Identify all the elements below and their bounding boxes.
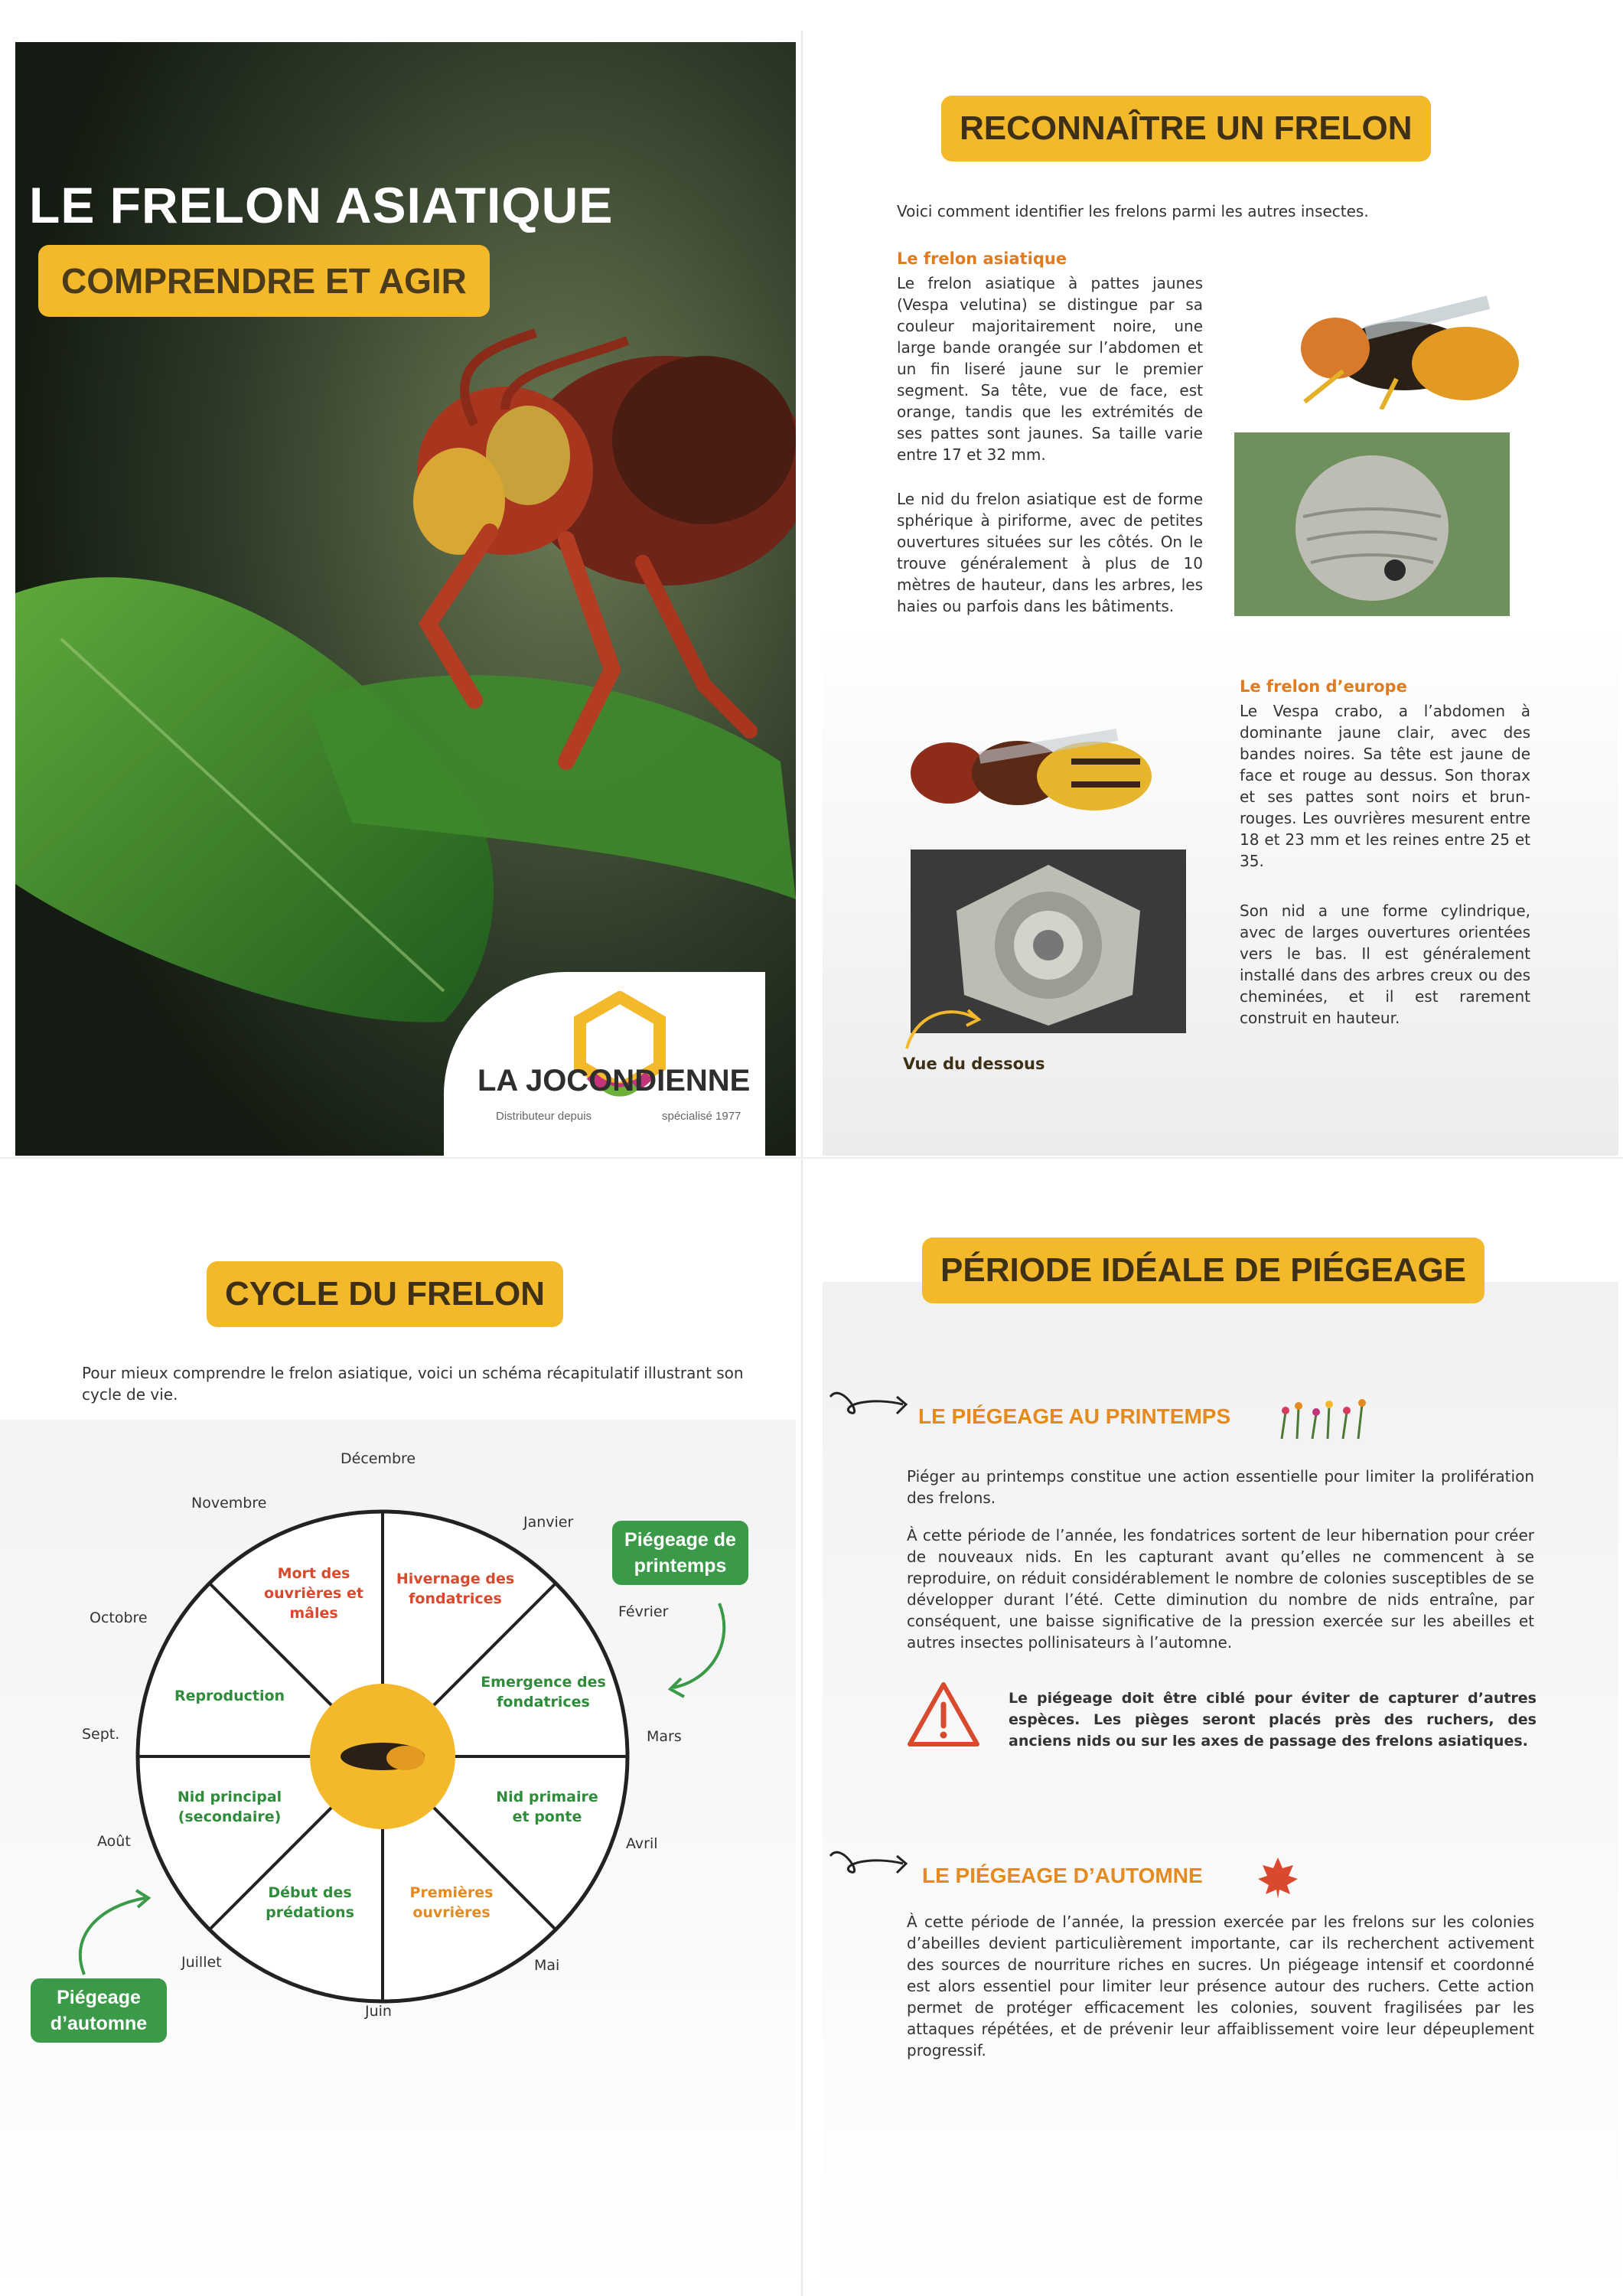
asian-nest-photo [1234, 432, 1510, 616]
month-label: Juin [365, 2003, 392, 2020]
recognize-intro: Voici comment identifier les frelons parmi les autres insectes. [897, 202, 1369, 220]
segment-label: Début des prédations [266, 1884, 354, 1921]
asian-hornet-photo [1228, 295, 1534, 409]
month-label: Sept. [82, 1726, 120, 1743]
cycle-wheel [130, 1504, 635, 2009]
month-label: Février [618, 1603, 669, 1620]
month-label: Mai [534, 1957, 560, 1974]
spring-paragraph-2: À cette période de l’année, les fondatrices sortent de leur hibernation pour créer de nouveaux nids. En les capturant avant qu’elles ne commencent à se reproduire, on réduit considérablement le nombre de colonies susceptibles de se développer durant l’été. Cette diminution du nombre de nids entraîne, par conséquent, une baisse significative de la pression exercée sur les abeilles et autres insectes pollinisateurs à l’automne. [907, 1526, 1534, 1652]
warning-text: Le piégeage doit être ciblé pour éviter de capturer d’autres espèces. Les pièges seront placés près des ruchers, des anciens nids ou sur les axes de passage des frelons asiatiques. [1009, 1690, 1537, 1750]
logo-name: LA JOCONDIENNE [477, 1064, 751, 1097]
segment-label: Hivernage des fondatrices [396, 1570, 515, 1607]
curved-arrow-icon [899, 987, 1006, 1064]
month-label: Avril [626, 1835, 658, 1852]
european-nest-text: Son nid a une forme cylindrique, avec de larges ouvertures orientées vers le bas. Il est généralement installé dans des arbres creux ou des cheminées, et il est rarement construit en hauteur. [1240, 902, 1530, 1027]
segment-label: Nid principal (secondaire) [177, 1789, 282, 1825]
autumn-arrow-icon [69, 1883, 168, 1982]
spring-arrow-icon [650, 1596, 735, 1703]
recognize-heading: RECONNAÎTRE UN FRELON [941, 96, 1431, 161]
logo-tagline-left: Distributeur depuis [496, 1110, 592, 1123]
cover-subtitle: COMPRENDRE ET AGIR [38, 245, 490, 317]
month-label: Janvier [523, 1514, 574, 1531]
recognize-page [823, 31, 1623, 1156]
maple-leaf-icon [1255, 1854, 1301, 1900]
month-label: Mars [647, 1728, 682, 1745]
autumn-title: LE PIÉGEAGE D’AUTOMNE [922, 1864, 1203, 1887]
cover-page [15, 42, 796, 1156]
month-label: Août [97, 1833, 131, 1850]
cover-title: LE FRELON ASIATIQUE [29, 177, 614, 233]
spring-trapping-badge: Piégeage de printemps [612, 1521, 748, 1585]
segment-label: Reproduction [174, 1688, 285, 1704]
faded-background [823, 1282, 1618, 2296]
flowers-icon [1274, 1397, 1381, 1443]
european-hornet-text: Le Vespa crabo, a l’abdomen à dominante jaune clair, avec des bandes noires. Sa tête est jaune de face et rouge au dessus. Son thorax et ses pattes sont noirs et brun-rouges. Les ouvrières mesurent entre 18 et 23 mm et les reines entre 25 et 35. [1240, 702, 1530, 870]
segment-label: Nid primaire et ponte [496, 1789, 598, 1825]
cycle-intro: Pour mieux comprendre le frelon asiatique, voici un schéma récapitulatif illustrant son cycle de vie. [82, 1364, 744, 1404]
nest-caption: Vue du dessous [903, 1055, 1045, 1073]
segment-label: Premières ouvrières [409, 1884, 494, 1921]
segment-label: Mort des ouvrières et mâles [264, 1565, 363, 1622]
asian-nest-text: Le nid du frelon asiatique est de forme sphérique à piriforme, avec de petites ouvertures situées sur les côtés. On le trouve généralement à plus de 10 mètres de hauteur, dans les arbres, les haies ou parfois dans les bâtiments. [897, 490, 1203, 615]
european-hornet-photo [888, 719, 1163, 827]
month-label: Décembre [341, 1450, 416, 1467]
month-label: Juillet [181, 1954, 222, 1971]
cycle-page [0, 1190, 801, 2296]
segment-label: Emergence des fondatrices [481, 1674, 606, 1711]
spring-paragraph-1: Piéger au printemps constitue une action essentielle pour limiter la prolifération des frelons. [907, 1467, 1534, 1507]
month-label: Octobre [90, 1609, 148, 1626]
autumn-trapping-badge: Piégeage d’automne [31, 1978, 167, 2043]
swirl-arrow-icon [826, 1841, 911, 1887]
trapping-heading: PÉRIODE IDÉALE DE PIÉGEAGE [922, 1238, 1484, 1303]
european-hornet-title: Le frelon d’europe [1240, 677, 1407, 696]
asian-hornet-text: Le frelon asiatique à pattes jaunes (Vespa velutina) se distingue par sa couleur majoritairement noire, une large bande orangée sur l’abdomen et un fin liseré jaune sur le premier segment. Sa tête, vue de face, est orange, tandis que les extrémités de ses pattes sont jaunes. Sa taille varie entre 17 et 32 mm. [897, 274, 1203, 464]
trapping-page [823, 1190, 1623, 2296]
autumn-paragraph: À cette période de l’année, la pression exercée par les frelons sur les colonies d’abeilles devient particulièrement importante, car ils recherchent activement des sources de nourriture riches en sucres. Un piégeage intensif et coordonné est alors essentiel pour limiter leur présence autour des ruchers. Cette action permet de protéger efficacement les colonies, souvent fragilisées par les attaques répétées, et de prévenir leur affaiblissement voire leur dépeuplement progressif. [907, 1913, 1534, 2060]
logo-tagline-right: spécialisé 1977 [662, 1110, 741, 1123]
warning-icon [905, 1680, 982, 1749]
asian-hornet-title: Le frelon asiatique [897, 249, 1067, 268]
cycle-heading: CYCLE DU FRELON [207, 1261, 563, 1327]
swirl-arrow-icon [826, 1381, 911, 1427]
month-label: Novembre [191, 1495, 267, 1512]
spring-title: LE PIÉGEAGE AU PRINTEMPS [918, 1404, 1231, 1428]
